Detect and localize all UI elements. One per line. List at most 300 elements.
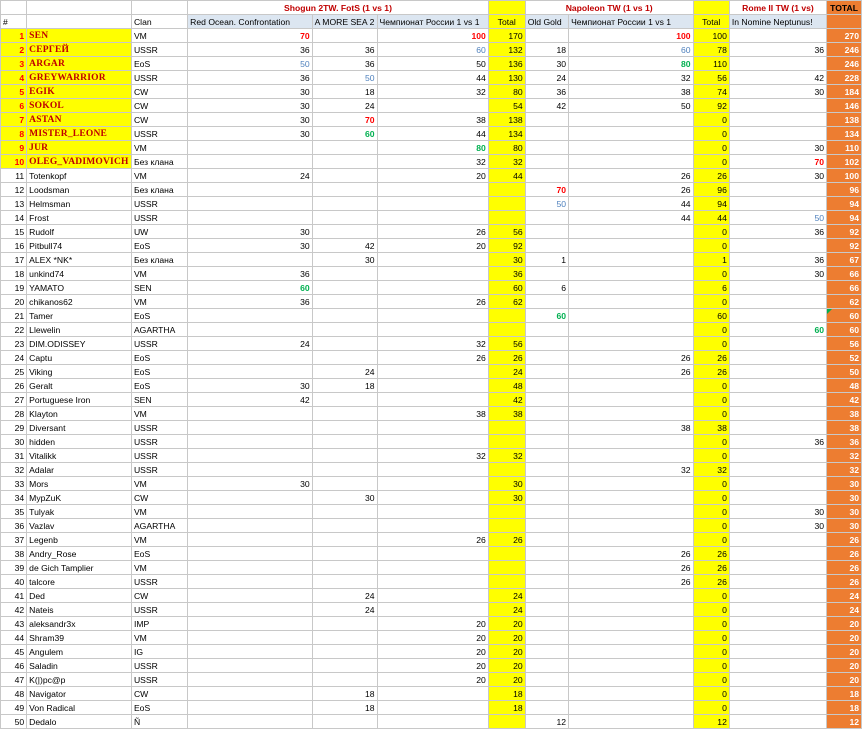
- total2-cell: 0: [693, 449, 729, 463]
- champ2-cell: [569, 449, 694, 463]
- player-name-cell: Vazlav: [27, 519, 132, 533]
- rank-cell: 40: [1, 575, 27, 589]
- more-sea-cell: [312, 645, 377, 659]
- player-name-cell: Vitalikk: [27, 449, 132, 463]
- clan-cell: EoS: [131, 351, 187, 365]
- total2-cell: 0: [693, 295, 729, 309]
- player-name-cell: Pitbull74: [27, 239, 132, 253]
- total1-cell: 132: [488, 43, 525, 57]
- champ2-cell: [569, 127, 694, 141]
- total1-cell: 134: [488, 127, 525, 141]
- old-gold-cell: 12: [525, 715, 568, 729]
- red-ocean-cell: [188, 211, 312, 225]
- table-row: [1, 575, 862, 589]
- rank-cell: 38: [1, 547, 27, 561]
- champ1-cell: 20: [377, 239, 488, 253]
- column-header-row: [1, 15, 862, 29]
- champ1-cell: [377, 365, 488, 379]
- table-row: [1, 43, 862, 57]
- clan-cell: Без клана: [131, 183, 187, 197]
- table-row: [1, 113, 862, 127]
- champ2-cell: [569, 477, 694, 491]
- red-ocean-cell: 36: [188, 295, 312, 309]
- clan-cell: USSR: [131, 197, 187, 211]
- table-row: [1, 85, 862, 99]
- player-name-cell: СЕРГЕЙ: [27, 43, 132, 57]
- more-sea-cell: 18: [312, 687, 377, 701]
- grand-total-cell: 67: [827, 253, 862, 267]
- nomine-cell: [729, 113, 826, 127]
- old-gold-cell: [525, 337, 568, 351]
- champ2-cell: 26: [569, 561, 694, 575]
- red-ocean-cell: [188, 645, 312, 659]
- champ2-cell: [569, 155, 694, 169]
- total2-cell: 12: [693, 715, 729, 729]
- player-name-cell: hidden: [27, 435, 132, 449]
- table-row: [1, 155, 862, 169]
- col-header-red-ocean: Red Ocean. Confrontation: [188, 15, 312, 29]
- champ1-cell: [377, 477, 488, 491]
- group-rome-header: Rome II TW (1 vs): [729, 1, 826, 15]
- champ2-cell: [569, 253, 694, 267]
- champ1-cell: [377, 421, 488, 435]
- clan-cell: VM: [131, 141, 187, 155]
- player-name-cell: Viking: [27, 365, 132, 379]
- champ1-cell: 20: [377, 673, 488, 687]
- grand-total-cell: 92: [827, 225, 862, 239]
- old-gold-cell: 50: [525, 197, 568, 211]
- clan-cell: CW: [131, 99, 187, 113]
- red-ocean-cell: [188, 435, 312, 449]
- grand-total-cell: 270: [827, 29, 862, 43]
- player-name-cell: SOKOL: [27, 99, 132, 113]
- rank-cell: 18: [1, 267, 27, 281]
- nomine-cell: [729, 99, 826, 113]
- more-sea-cell: [312, 323, 377, 337]
- total1-cell: 56: [488, 337, 525, 351]
- old-gold-cell: [525, 351, 568, 365]
- clan-cell: EoS: [131, 701, 187, 715]
- champ1-cell: [377, 463, 488, 477]
- champ1-cell: [377, 183, 488, 197]
- champ2-cell: [569, 281, 694, 295]
- total2-cell: 0: [693, 127, 729, 141]
- table-row: [1, 505, 862, 519]
- clan-cell: VM: [131, 477, 187, 491]
- more-sea-cell: [312, 617, 377, 631]
- nomine-cell: [729, 309, 826, 323]
- champ1-cell: 20: [377, 659, 488, 673]
- rank-cell: 44: [1, 631, 27, 645]
- champ2-cell: 26: [569, 183, 694, 197]
- grand-total-cell: 20: [827, 645, 862, 659]
- table-row: [1, 449, 862, 463]
- champ2-cell: 32: [569, 71, 694, 85]
- total2-cell: 0: [693, 477, 729, 491]
- rank-cell: 49: [1, 701, 27, 715]
- nomine-cell: [729, 295, 826, 309]
- old-gold-cell: [525, 295, 568, 309]
- rank-cell: 27: [1, 393, 27, 407]
- clan-cell: USSR: [131, 337, 187, 351]
- champ2-cell: [569, 309, 694, 323]
- grand-total-cell: 30: [827, 519, 862, 533]
- more-sea-cell: 24: [312, 365, 377, 379]
- total1-cell: 56: [488, 225, 525, 239]
- old-gold-cell: 6: [525, 281, 568, 295]
- total2-cell: 0: [693, 155, 729, 169]
- player-name-cell: EGIK: [27, 85, 132, 99]
- champ1-cell: 38: [377, 113, 488, 127]
- old-gold-cell: [525, 267, 568, 281]
- champ2-cell: [569, 225, 694, 239]
- nomine-cell: [729, 407, 826, 421]
- old-gold-cell: [525, 631, 568, 645]
- nomine-cell: [729, 701, 826, 715]
- red-ocean-cell: 60: [188, 281, 312, 295]
- col-header-more-sea: A MORE SEA 2: [312, 15, 377, 29]
- old-gold-cell: 42: [525, 99, 568, 113]
- red-ocean-cell: [188, 701, 312, 715]
- total2-cell: 94: [693, 197, 729, 211]
- player-name-cell: DIM.ODISSEY: [27, 337, 132, 351]
- clan-cell: VM: [131, 505, 187, 519]
- player-name-cell: Geralt: [27, 379, 132, 393]
- champ2-cell: [569, 715, 694, 729]
- rank-cell: 35: [1, 505, 27, 519]
- champ2-cell: [569, 519, 694, 533]
- champ1-cell: [377, 323, 488, 337]
- champ2-cell: 32: [569, 463, 694, 477]
- table-row: [1, 603, 862, 617]
- nomine-cell: 36: [729, 435, 826, 449]
- grand-total-cell: 66: [827, 281, 862, 295]
- header-cell: [131, 1, 187, 15]
- rank-cell: 13: [1, 197, 27, 211]
- champ2-cell: 60: [569, 43, 694, 57]
- champ1-cell: [377, 267, 488, 281]
- total1-cell: [488, 421, 525, 435]
- clan-cell: USSR: [131, 673, 187, 687]
- grand-total-cell: 24: [827, 603, 862, 617]
- grand-total-cell: 18: [827, 687, 862, 701]
- rank-cell: 11: [1, 169, 27, 183]
- col-header-old-gold: Old Gold: [525, 15, 568, 29]
- red-ocean-cell: [188, 617, 312, 631]
- rank-cell: 6: [1, 99, 27, 113]
- total1-cell: 30: [488, 491, 525, 505]
- total2-cell: 1: [693, 253, 729, 267]
- red-ocean-cell: [188, 491, 312, 505]
- old-gold-cell: 36: [525, 85, 568, 99]
- champ1-cell: [377, 603, 488, 617]
- total1-cell: 20: [488, 617, 525, 631]
- nomine-cell: [729, 631, 826, 645]
- player-name-cell: Klayton: [27, 407, 132, 421]
- table-row: [1, 337, 862, 351]
- table-row: [1, 533, 862, 547]
- rank-cell: 50: [1, 715, 27, 729]
- rank-cell: 7: [1, 113, 27, 127]
- total2-cell: 6: [693, 281, 729, 295]
- more-sea-cell: 18: [312, 379, 377, 393]
- champ2-cell: [569, 323, 694, 337]
- grand-total-cell: 66: [827, 267, 862, 281]
- champ2-cell: [569, 337, 694, 351]
- clan-cell: EoS: [131, 57, 187, 71]
- clan-cell: CW: [131, 687, 187, 701]
- more-sea-cell: 42: [312, 239, 377, 253]
- more-sea-cell: 60: [312, 127, 377, 141]
- total2-cell: 0: [693, 659, 729, 673]
- table-row: [1, 365, 862, 379]
- rank-cell: 16: [1, 239, 27, 253]
- more-sea-cell: [312, 211, 377, 225]
- total2-cell: 0: [693, 435, 729, 449]
- old-gold-cell: [525, 155, 568, 169]
- champ2-cell: [569, 533, 694, 547]
- table-row: [1, 421, 862, 435]
- total1-cell: [488, 715, 525, 729]
- red-ocean-cell: 24: [188, 169, 312, 183]
- table-row: [1, 561, 862, 575]
- champ2-cell: [569, 435, 694, 449]
- header-cell: [1, 1, 27, 15]
- grand-total-cell: 20: [827, 659, 862, 673]
- red-ocean-cell: 30: [188, 379, 312, 393]
- table-row: [1, 701, 862, 715]
- total1-cell: [488, 519, 525, 533]
- total1-cell: 18: [488, 701, 525, 715]
- nomine-cell: [729, 617, 826, 631]
- grand-total-cell: 92: [827, 239, 862, 253]
- old-gold-cell: [525, 561, 568, 575]
- more-sea-cell: [312, 281, 377, 295]
- total1-cell: 138: [488, 113, 525, 127]
- rank-cell: 36: [1, 519, 27, 533]
- clan-cell: USSR: [131, 211, 187, 225]
- col-header-total2: Total: [693, 15, 729, 29]
- clan-cell: VM: [131, 169, 187, 183]
- champ1-cell: [377, 715, 488, 729]
- rank-cell: 41: [1, 589, 27, 603]
- nomine-cell: [729, 603, 826, 617]
- table-row: [1, 267, 862, 281]
- champ1-cell: [377, 309, 488, 323]
- player-name-cell: Captu: [27, 351, 132, 365]
- red-ocean-cell: 30: [188, 225, 312, 239]
- nomine-cell: 30: [729, 267, 826, 281]
- table-row: [1, 127, 862, 141]
- old-gold-cell: [525, 407, 568, 421]
- rank-cell: 28: [1, 407, 27, 421]
- player-name-cell: Tamer: [27, 309, 132, 323]
- nomine-cell: 36: [729, 225, 826, 239]
- more-sea-cell: [312, 155, 377, 169]
- rank-cell: 4: [1, 71, 27, 85]
- rank-cell: 29: [1, 421, 27, 435]
- clan-cell: SEN: [131, 393, 187, 407]
- player-name-cell: Totenkopf: [27, 169, 132, 183]
- rank-cell: 26: [1, 379, 27, 393]
- table-row: [1, 323, 862, 337]
- table-row: [1, 645, 862, 659]
- total2-cell: 56: [693, 71, 729, 85]
- more-sea-cell: [312, 197, 377, 211]
- nomine-cell: [729, 449, 826, 463]
- player-name-cell: talcore: [27, 575, 132, 589]
- table-row: [1, 197, 862, 211]
- rank-cell: 19: [1, 281, 27, 295]
- col-header-grand: [827, 15, 862, 29]
- rank-cell: 9: [1, 141, 27, 155]
- more-sea-cell: [312, 519, 377, 533]
- red-ocean-cell: [188, 505, 312, 519]
- rank-cell: 5: [1, 85, 27, 99]
- nomine-cell: [729, 547, 826, 561]
- red-ocean-cell: [188, 365, 312, 379]
- table-body: [1, 1, 862, 729]
- header-cell: [488, 1, 525, 15]
- total2-cell: 0: [693, 323, 729, 337]
- clan-cell: SEN: [131, 281, 187, 295]
- table-row: [1, 407, 862, 421]
- player-name-cell: Loodsman: [27, 183, 132, 197]
- total1-cell: 24: [488, 603, 525, 617]
- old-gold-cell: [525, 603, 568, 617]
- total1-cell: 80: [488, 85, 525, 99]
- total1-cell: 30: [488, 253, 525, 267]
- champ1-cell: [377, 211, 488, 225]
- player-name-cell: chikanos62: [27, 295, 132, 309]
- old-gold-cell: [525, 659, 568, 673]
- col-header-clan: Clan: [131, 15, 187, 29]
- champ2-cell: 26: [569, 351, 694, 365]
- nomine-cell: [729, 29, 826, 43]
- more-sea-cell: [312, 673, 377, 687]
- player-name-cell: SEN: [27, 29, 132, 43]
- player-name-cell: GREYWARRIOR: [27, 71, 132, 85]
- nomine-cell: 60: [729, 323, 826, 337]
- total2-cell: 26: [693, 575, 729, 589]
- red-ocean-cell: 24: [188, 337, 312, 351]
- clan-cell: Без клана: [131, 253, 187, 267]
- red-ocean-cell: 30: [188, 99, 312, 113]
- rank-cell: 48: [1, 687, 27, 701]
- total2-cell: 26: [693, 561, 729, 575]
- more-sea-cell: 18: [312, 701, 377, 715]
- old-gold-cell: [525, 477, 568, 491]
- total1-cell: [488, 547, 525, 561]
- champ2-cell: 26: [569, 575, 694, 589]
- more-sea-cell: 36: [312, 57, 377, 71]
- more-sea-cell: [312, 421, 377, 435]
- red-ocean-cell: 30: [188, 127, 312, 141]
- old-gold-cell: [525, 687, 568, 701]
- grand-total-cell: 102: [827, 155, 862, 169]
- rank-cell: 23: [1, 337, 27, 351]
- red-ocean-cell: [188, 631, 312, 645]
- red-ocean-cell: [188, 407, 312, 421]
- more-sea-cell: [312, 29, 377, 43]
- clan-cell: EoS: [131, 379, 187, 393]
- rank-cell: 21: [1, 309, 27, 323]
- player-name-cell: Legenb: [27, 533, 132, 547]
- rank-cell: 10: [1, 155, 27, 169]
- rank-cell: 17: [1, 253, 27, 267]
- red-ocean-cell: 36: [188, 267, 312, 281]
- rank-cell: 1: [1, 29, 27, 43]
- player-name-cell: JUR: [27, 141, 132, 155]
- old-gold-cell: [525, 449, 568, 463]
- total1-cell: 92: [488, 239, 525, 253]
- grand-total-cell: 48: [827, 379, 862, 393]
- clan-cell: CW: [131, 491, 187, 505]
- red-ocean-cell: [188, 323, 312, 337]
- total1-cell: 24: [488, 365, 525, 379]
- clan-cell: EoS: [131, 365, 187, 379]
- group-header-row: [1, 1, 862, 15]
- table-row: [1, 631, 862, 645]
- old-gold-cell: [525, 491, 568, 505]
- nomine-cell: 30: [729, 519, 826, 533]
- clan-cell: USSR: [131, 127, 187, 141]
- nomine-cell: 36: [729, 253, 826, 267]
- total2-cell: 0: [693, 603, 729, 617]
- red-ocean-cell: 36: [188, 71, 312, 85]
- total2-cell: 26: [693, 351, 729, 365]
- rank-cell: 2: [1, 43, 27, 57]
- total1-cell: [488, 309, 525, 323]
- nomine-cell: [729, 533, 826, 547]
- total2-cell: 0: [693, 589, 729, 603]
- more-sea-cell: 36: [312, 43, 377, 57]
- rank-cell: 20: [1, 295, 27, 309]
- total1-cell: 24: [488, 589, 525, 603]
- total1-cell: 130: [488, 71, 525, 85]
- total1-cell: 20: [488, 673, 525, 687]
- grand-total-cell: 94: [827, 197, 862, 211]
- col-header-nomine: In Nomine Neptunus!: [729, 15, 826, 29]
- grand-total-cell: 246: [827, 43, 862, 57]
- table-row: [1, 463, 862, 477]
- old-gold-cell: [525, 575, 568, 589]
- more-sea-cell: [312, 295, 377, 309]
- champ2-cell: [569, 617, 694, 631]
- player-name-cell: ARGAR: [27, 57, 132, 71]
- total2-cell: 0: [693, 113, 729, 127]
- old-gold-cell: [525, 505, 568, 519]
- champ2-cell: [569, 141, 694, 155]
- clan-cell: VM: [131, 631, 187, 645]
- player-name-cell: Llewelin: [27, 323, 132, 337]
- red-ocean-cell: [188, 589, 312, 603]
- old-gold-cell: [525, 435, 568, 449]
- rank-cell: 45: [1, 645, 27, 659]
- old-gold-cell: [525, 701, 568, 715]
- more-sea-cell: [312, 547, 377, 561]
- clan-cell: IG: [131, 645, 187, 659]
- champ2-cell: [569, 407, 694, 421]
- nomine-cell: 30: [729, 85, 826, 99]
- total1-cell: 26: [488, 533, 525, 547]
- nomine-cell: [729, 365, 826, 379]
- champ2-cell: 26: [569, 169, 694, 183]
- grand-total-cell: 30: [827, 491, 862, 505]
- clan-cell: AGARTHA: [131, 519, 187, 533]
- champ2-cell: [569, 659, 694, 673]
- total1-cell: 62: [488, 295, 525, 309]
